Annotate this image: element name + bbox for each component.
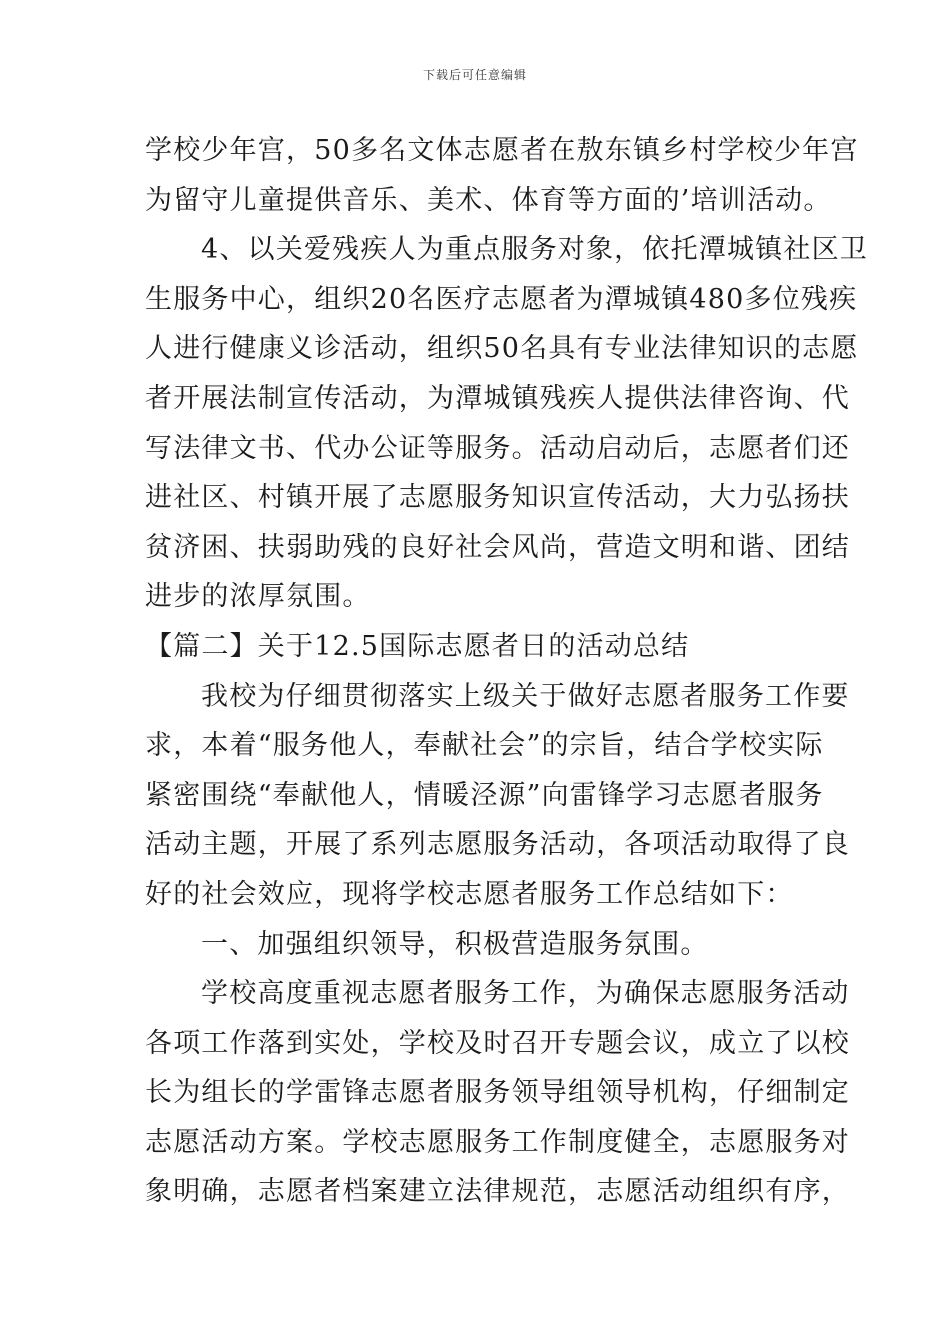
text-line: 象明确，志愿者档案建立法律规范，志愿活动组织有序，	[145, 1176, 850, 1208]
text-line: 求，本着“服务他人，奉献社会”的宗旨，结合学校实际	[145, 730, 824, 762]
text-line: 进社区、村镇开展了志愿服务知识宣传活动，大力弘扬扶	[145, 482, 850, 514]
text-line: 学校少年宫，50多名文体志愿者在敖东镇乡村学校少年宫	[145, 135, 859, 166]
text-line: 学校高度重视志愿者服务工作，为确保志愿服务活动	[201, 978, 850, 1010]
text-line: 志愿活动方案。学校志愿服务工作制度健全，志愿服务对	[145, 1126, 850, 1158]
text-line: 进步的浓厚氛围。	[145, 581, 371, 613]
text-line: 生服务中心，组织20名医疗志愿者为潭城镇480多位残疾	[145, 283, 858, 315]
text-line: 4、以关爱残疾人为重点服务对象，依托潭城镇社区卫	[201, 234, 868, 266]
page-header: 下载后可任意编辑	[422, 68, 527, 82]
text-line: 好的社会效应，现将学校志愿者服务工作总结如下：	[145, 878, 794, 910]
text-line: 长为组长的学雷锋志愿者服务领导组领导机构，仔细制定	[145, 1077, 850, 1109]
document-body	[145, 126, 868, 1217]
text-line: 紧密围绕“奉献他人，情暖泾源”向雷锋学习志愿者服务	[145, 779, 824, 811]
text-line: 【篇二】关于12.5国际志愿者日的活动总结	[145, 630, 690, 662]
text-line: 各项工作落到实处，学校及时召开专题会议，成立了以校	[145, 1027, 850, 1059]
text-line: 贫济困、扶弱助残的良好社会风尚，营造文明和谐、团结	[145, 531, 850, 563]
text-line: 者开展法制宣传活动，为潭城镇残疾人提供法律咨询、代	[145, 382, 850, 414]
text-line: 人进行健康义诊活动，组织50名具有专业法律知识的志愿	[145, 333, 859, 365]
text-line: 活动主题，开展了系列志愿服务活动，各项活动取得了良	[145, 829, 850, 861]
text-line: 写法律文书、代办公证等服务。活动启动后，志愿者们还	[145, 432, 850, 464]
text-line: 为留守儿童提供音乐、美术、体育等方面的’培训活动。	[145, 184, 832, 216]
text-line: 一、加强组织领导，积极营造服务氛围。	[201, 928, 709, 960]
text-line: 我校为仔细贯彻落实上级关于做好志愿者服务工作要	[201, 680, 850, 712]
